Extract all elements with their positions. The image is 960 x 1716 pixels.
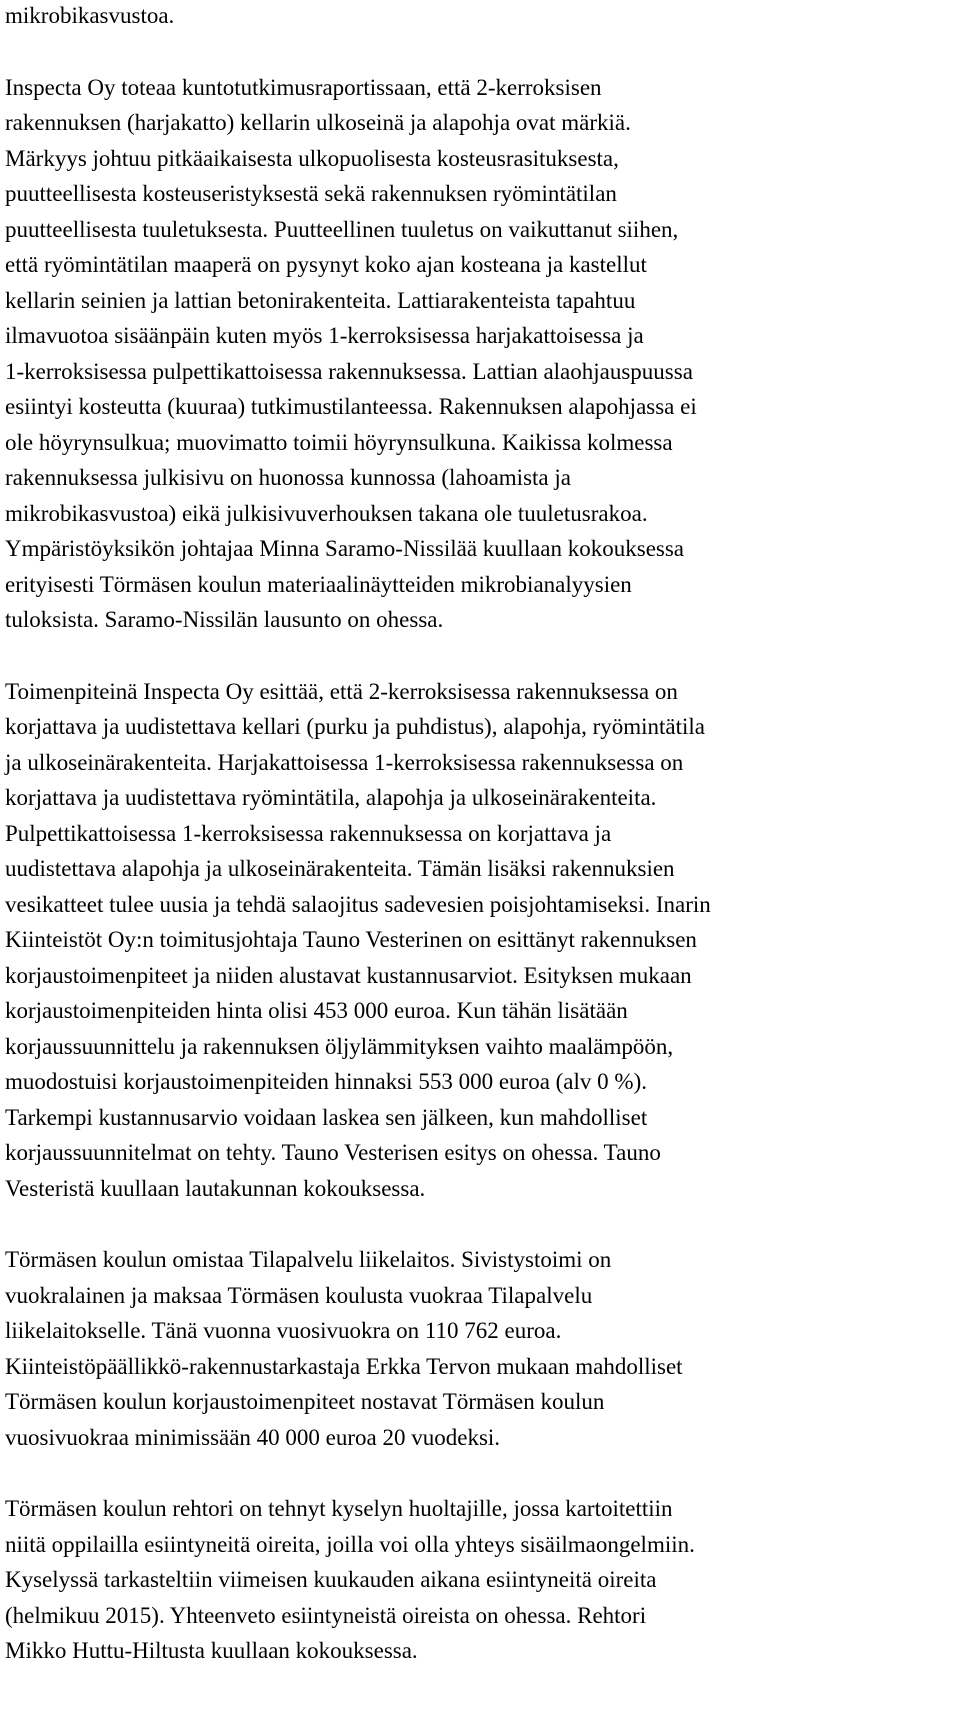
text-line: liikelaitokselle. Tänä vuonna vuosivuokra on 110 762 euroa.	[5, 1318, 562, 1343]
text-line: esiintyi kosteutta (kuuraa) tutkimustilanteessa. Rakennuksen alapohjassa ei	[5, 394, 697, 419]
text-line: Inspecta Oy toteaa kuntotutkimusraportissaan, että 2-kerroksisen	[5, 74, 602, 100]
text-line: Toimenpiteinä Inspecta Oy esittää, että 2-kerroksisessa rakennuksessa on	[5, 678, 678, 704]
paragraph-intro-tail	[5, 0, 955, 34]
text-line: Tarkempi kustannusarvio voidaan laskea sen jälkeen, kun mahdolliset	[5, 1104, 648, 1130]
text-line: Kiinteistöt Oy:n toimitusjohtaja Tauno Vesterinen on esittänyt rakennuksen	[5, 927, 697, 952]
text-line: Pulpettikattoisessa 1-kerroksisessa rakennuksessa on korjattava ja	[5, 820, 612, 846]
paragraph-gap	[5, 1206, 955, 1242]
paragraph-inspecta-findings	[5, 70, 955, 638]
text-line: erityisesti Törmäsen koulun materiaalinäytteiden mikrobianalyysien	[5, 571, 632, 597]
paragraph-gap	[5, 638, 955, 674]
text-line: kellarin seinien ja lattian betonirakenteita. Lattiarakenteista tapahtuu	[5, 287, 636, 313]
text-line: Törmäsen koulun omistaa Tilapalvelu liikelaitos. Sivistystoimi on	[5, 1247, 612, 1272]
text-line: muodostuisi korjaustoimenpiteiden hinnaksi 553 000 euroa (alv 0 %).	[5, 1069, 647, 1094]
text-line: ja ulkoseinärakenteita. Harjakattoisessa 1-kerroksisessa rakennuksessa on	[5, 749, 684, 775]
text-line: rakennuksessa julkisivu on huonossa kunnossa (lahoamista ja	[5, 465, 571, 490]
paragraph-repair-measures	[5, 674, 955, 1207]
text-line: niitä oppilailla esiintyneitä oireita, joilla voi olla yhteys sisäilmaongelmiin.	[5, 1531, 695, 1557]
text-line: puutteellisesta kosteuseristyksestä sekä rakennuksen ryömintätilan	[5, 181, 617, 206]
text-line: vuokralainen ja maksaa Törmäsen koulusta vuokraa Tilapalvelu	[5, 1282, 593, 1308]
paragraph-gap	[5, 34, 955, 70]
text-line: Törmäsen koulun korjaustoimenpiteet nostavat Törmäsen koulun	[5, 1389, 605, 1414]
text-line: korjaussuunnittelu ja rakennuksen öljylämmityksen vaihto maalämpöön,	[5, 1033, 674, 1059]
text-line: uudistettava alapohja ja ulkoseinärakenteita. Tämän lisäksi rakennuksien	[5, 856, 675, 881]
text-line: Törmäsen koulun rehtori on tehnyt kyselyn huoltajille, jossa kartoitettiin	[5, 1496, 673, 1521]
text-line: tuloksista. Saramo-Nissilän lausunto on ohessa.	[5, 607, 444, 632]
text-line: puutteellisesta tuuletuksesta. Puutteellinen tuuletus on vaikuttanut siihen,	[5, 216, 679, 242]
text-line: Vesteristä kuullaan lautakunnan kokouksessa.	[5, 1175, 426, 1201]
text-line: Kiinteistöpäällikkö-rakennustarkastaja Erkka Tervon mukaan mahdolliset	[5, 1353, 683, 1379]
text-line: ole höyrynsulkua; muovimatto toimii höyrynsulkuna. Kaikissa kolmessa	[5, 429, 673, 455]
text-line: Kyselyssä tarkasteltiin viimeisen kuukauden aikana esiintyneitä oireita	[5, 1567, 657, 1592]
paragraph-rent	[5, 1242, 955, 1455]
text-line: Mikko Huttu-Hiltusta kuullaan kokouksessa.	[5, 1638, 418, 1663]
document-page	[5, 0, 955, 1669]
text-line: 1-kerroksisessa pulpettikattoisessa rakennuksessa. Lattian alaohjauspuussa	[5, 358, 693, 384]
text-line: vesikatteet tulee uusia ja tehdä salaojitus sadevesien poisjohtamiseksi. Inarin	[5, 891, 711, 917]
text-line: korjattava ja uudistettava kellari (purku ja puhdistus), alapohja, ryömintätila	[5, 714, 706, 739]
text-line: että ryömintätilan maaperä on pysynyt koko ajan kosteana ja kastellut	[5, 252, 647, 277]
text-line: vuosivuokraa minimissään 40 000 euroa 20 vuodeksi.	[5, 1424, 501, 1450]
text-line: mikrobikasvustoa.	[5, 3, 175, 28]
paragraph-gap	[5, 1455, 955, 1491]
text-line: korjaussuunnitelmat on tehty. Tauno Vesterisen esitys on ohessa. Tauno	[5, 1140, 661, 1165]
paragraph-survey	[5, 1491, 955, 1669]
text-line: mikrobikasvustoa) eikä julkisivuverhouksen takana ole tuuletusrakoa.	[5, 500, 648, 526]
text-line: (helmikuu 2015). Yhteenveto esiintyneistä oireista on ohessa. Rehtori	[5, 1602, 647, 1628]
text-line: korjaustoimenpiteiden hinta olisi 453 000 euroa. Kun tähän lisätään	[5, 998, 628, 1023]
text-line: korjattava ja uudistettava ryömintätila, alapohja ja ulkoseinärakenteita.	[5, 785, 657, 810]
text-line: Märkyys johtuu pitkäaikaisesta ulkopuolisesta kosteusrasituksesta,	[5, 145, 619, 171]
text-line: Ympäristöyksikön johtajaa Minna Saramo-Nissilää kuullaan kokouksessa	[5, 536, 685, 561]
text-line: korjaustoimenpiteet ja niiden alustavat kustannusarviot. Esityksen mukaan	[5, 962, 692, 988]
text-line: rakennuksen (harjakatto) kellarin ulkoseinä ja alapohja ovat märkiä.	[5, 110, 631, 135]
text-line: ilmavuotoa sisäänpäin kuten myös 1-kerroksisessa harjakattoisessa ja	[5, 323, 644, 348]
